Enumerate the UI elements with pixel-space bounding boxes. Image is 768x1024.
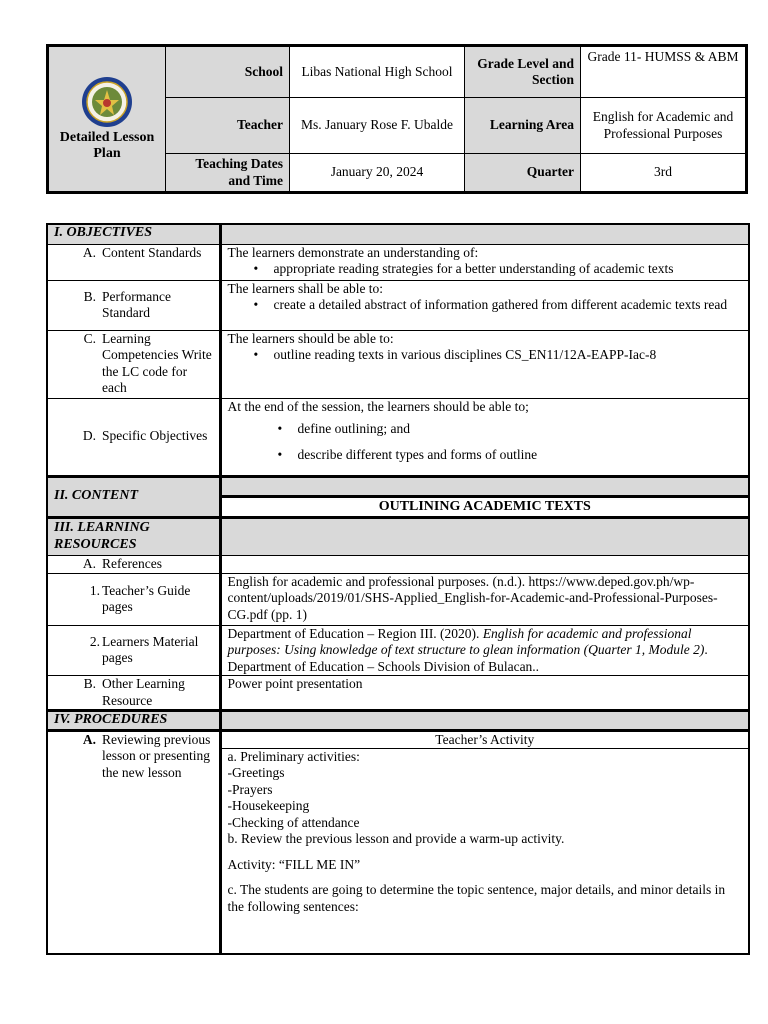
school-label: School [166,46,290,98]
content-standards-row [47,244,749,280]
content-heading: II. CONTENT [47,476,220,517]
lesson-topic: OUTLINING ACADEMIC TEXTS [378,498,591,514]
procedure-line: -Greetings [227,765,285,780]
references-label: References [102,555,162,571]
dates-value: January 20, 2024 [290,154,465,193]
resources-heading: III. LEARNING RESOURCES [47,517,220,555]
activity-instruction: c. The students are going to determine the topic sentence, major details, and minor details in the following sentences: [227,882,726,914]
performance-standard-intro: The learners shall be able to: [227,280,384,296]
performance-standard-row [47,280,749,330]
competencies-row [47,330,749,398]
performance-standard-label: Performance Standard [102,288,171,320]
objectives-heading-row [47,224,749,244]
deped-seal-icon [81,76,133,128]
specific-objective-item: • describe different types and forms of outline [298,447,743,464]
procedure-line: -Checking of attendance [227,814,360,830]
specific-objectives-intro: At the end of the session, the learners should be able to; [227,398,529,414]
other-resource-label: Other Learning Resource [102,676,185,708]
activity-title: Activity: “FILL ME IN” [227,856,361,872]
references-marker: A. [82,555,96,571]
teachers-activity-header: Teacher’s Activity [222,732,749,749]
procedure-step-label: Reviewing previous lesson or presenting the new lesson [102,731,211,780]
competencies-bullet: • outline reading texts in various disciplines CS_EN11/12A-EAPP-Iac-8 [274,347,743,364]
procedure-step-row [47,730,749,954]
references-row [47,555,749,573]
teacher-label: Teacher [166,98,290,154]
area-label: Learning Area [465,98,581,154]
school-value: Libas National High School [290,46,465,98]
resources-heading-row [47,517,749,555]
procedure-line: a. Preliminary activities: [227,748,360,764]
content-standards-label: Content Standards [102,244,202,260]
other-resource-marker: B. [83,676,96,691]
quarter-label: Quarter [465,154,581,193]
content-standards-bullet: • appropriate reading strategies for a better understanding of academic texts [274,261,743,278]
learners-material-marker: 2. [89,633,100,649]
grade-value: Grade 11- HUMSS & ABM [581,46,747,98]
procedure-line: b. Review the previous lesson and provide a warm-up activity. [227,831,565,846]
competencies-marker: C. [83,330,96,346]
specific-objectives-label: Specific Objectives [102,428,208,444]
grade-label: Grade Level and Section [465,46,581,98]
performance-standard-marker: B. [83,288,96,304]
procedures-heading-row [47,711,749,731]
lesson-plan-body-table [46,223,750,955]
teachers-guide-value: English for academic and professional purposes. (n.d.). https://www.deped.gov.ph/wp-content/uploads/2019/01/SHS-Applied_English-for-Academic-and-Professional-Purposes-CG.pdf (pp. 1) [220,573,749,625]
content-standards-intro: The learners demonstrate an understanding of: [227,244,479,260]
other-resource-row [47,676,749,711]
area-value: English for Academic and Professional Purposes [581,98,747,154]
teacher-value: Ms. January Rose F. Ubalde [290,98,465,154]
specific-objective-item: • define outlining; and [298,421,743,438]
procedure-line: -Housekeeping [227,798,310,813]
specific-objectives-marker: D. [82,428,96,444]
learners-material-row [47,625,749,676]
plan-title: Detailed Lesson Plan [59,129,155,161]
lesson-plan-header-table [46,44,748,194]
learners-material-label: Learners Material pages [102,633,199,666]
objectives-heading: I. OBJECTIVES [47,224,220,244]
procedure-line: -Prayers [227,781,273,797]
procedures-heading: IV. PROCEDURES [47,711,220,731]
competencies-intro: The learners should be able to: [227,330,394,346]
quarter-value: 3rd [581,154,747,193]
specific-objectives-row [47,398,749,476]
content-standards-marker: A. [82,244,96,260]
teachers-guide-label: Teacher’s Guide pages [102,582,191,614]
teachers-guide-row [47,573,749,625]
content-row [47,476,749,517]
performance-standard-bullet: • create a detailed abstract of information gathered from different academic texts read [274,297,743,314]
teachers-guide-marker: 1. [89,582,100,598]
plan-title-cell [48,46,166,193]
dates-label: Teaching Dates and Time [166,154,290,193]
procedure-step-marker: A. [82,731,96,747]
learners-material-value: Department of Education – Region III. (2020). English for academic and professional purposes: Using knowledge of text structure to glean information (Quarter 1, Module 2). Department of Education – Schools Division of Bulacan.. [220,625,749,676]
competencies-label: Learning Competencies Write the LC code for each [102,330,212,395]
other-resource-value: Power point presentation [220,676,749,711]
